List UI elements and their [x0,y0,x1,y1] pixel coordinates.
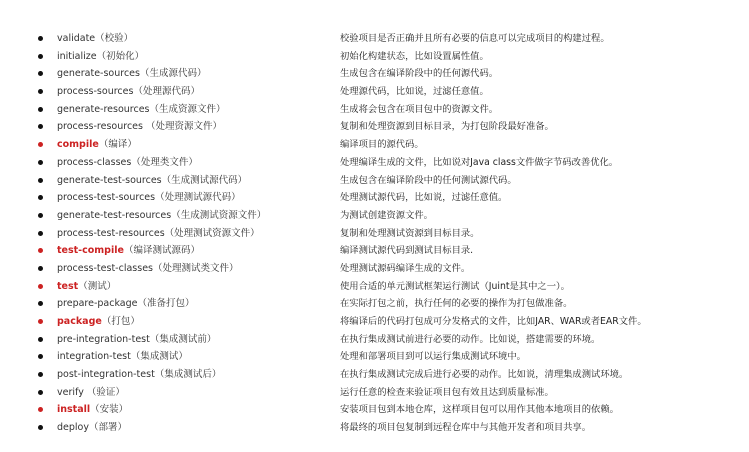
phase-chinese-name: （部署） [88,422,127,434]
list-item [0,30,749,48]
list-item [0,172,749,190]
bullet-icon [38,266,43,271]
phase-name: process-test-sources [57,192,156,204]
phase-description: 初始化构建状态，比如设置属性值。 [340,50,489,62]
phase-description: 生成将会包含在项目包中的资源文件。 [340,103,499,115]
bullet-icon [38,372,43,377]
phase-chinese-name: （集成测试） [130,351,188,363]
list-item [0,189,749,207]
bullet-icon [38,54,43,59]
list-item [0,313,749,331]
phase-description: 使用合适的单元测试框架运行测试（Juint是其中之一）。 [340,280,570,292]
phase-name: post-integration-test [57,369,155,381]
phase-chinese-name: （集成测试前） [149,333,217,345]
phase-name: validate [57,33,96,44]
bullet-icon [38,142,43,147]
phase-chinese-name: （生成测试源代码） [161,174,248,186]
phase-label [57,366,221,384]
list-item [0,83,749,101]
phase-chinese-name: （处理测试源代码） [155,192,241,204]
bullet-icon [38,319,43,324]
list-item [0,118,749,136]
phase-name: pre-integration-test [57,333,150,345]
phase-chinese-name: （生成测试资源文件） [171,209,267,221]
phase-label [57,30,133,48]
bullet-icon [38,231,43,236]
bullet-icon [38,107,43,112]
phase-chinese-name: （处理资源文件） [142,121,223,133]
lifecycle-phase-list [0,30,749,437]
list-item [0,295,749,313]
phase-label [57,172,247,190]
phase-chinese-name: （打包） [101,316,140,327]
phase-name: integration-test [57,351,131,363]
phase-label [57,260,239,278]
phase-name: generate-resources [57,103,150,115]
phase-name: deploy [57,422,89,434]
phase-chinese-name: （处理测试资源文件） [164,227,260,239]
bullet-icon [38,36,43,41]
phase-name: initialize [57,50,97,62]
phase-label [57,207,266,225]
phase-chinese-name: （处理源代码） [133,86,200,98]
phase-description: 将最终的项目包复制到远程仓库中与其他开发者和项目共享。 [340,422,592,434]
phase-chinese-name: （处理类文件） [131,156,198,168]
phase-name: process-classes [57,156,132,168]
bullet-icon [38,195,43,200]
phase-description: 在执行集成测试前进行必要的动作。比如说，搭建需要的环境。 [340,333,601,345]
phase-chinese-name: （集成测试后） [154,369,222,381]
bullet-icon [38,284,43,289]
list-item [0,278,749,296]
phase-label [57,278,116,296]
phase-description: 生成包含在编译阶段中的任何源代码。 [340,68,499,80]
list-item [0,366,749,384]
phase-description: 处理测试源码编译生成的文件。 [340,262,471,274]
phase-description: 处理和部署项目到可以运行集成测试环境中。 [340,351,526,363]
bullet-icon [38,390,43,395]
phase-label [57,419,127,437]
phase-name: process-resources [57,121,143,133]
bullet-icon [38,213,43,218]
phase-description: 复制和处理测试资源到目标目录。 [340,227,480,239]
list-item [0,136,749,154]
phase-description: 复制和处理资源到目标目录，为打包阶段最好准备。 [340,121,554,133]
bullet-icon [38,178,43,183]
phase-name: generate-test-sources [57,174,162,186]
phase-label [57,154,198,172]
bullet-icon [38,71,43,76]
phase-name: process-test-resources [57,227,165,239]
list-item [0,48,749,66]
phase-name: process-sources [57,86,134,98]
list-item [0,419,749,437]
bullet-icon [38,89,43,94]
phase-description: 在执行集成测试完成后进行必要的动作。比如说，清理集成测试环境。 [340,369,629,381]
phase-label [57,83,200,101]
phase-label [57,295,195,313]
phase-description: 编译项目的源代码。 [340,139,424,151]
phase-name: test-compile [57,245,124,257]
phase-name: prepare-package [57,298,138,310]
phase-label [57,242,200,260]
phase-chinese-name: （校验） [95,33,134,44]
phase-name: process-test-classes [57,262,153,274]
bullet-icon [38,337,43,342]
phase-description: 编译测试源代码到测试目标目录. [340,245,474,257]
phase-description: 将编译后的代码打包成可分发格式的文件，比如JAR、WAR或者EAR文件。 [340,316,647,327]
bullet-icon [38,160,43,165]
phase-label [57,384,125,402]
phase-chinese-name: （初始化） [96,50,145,62]
phase-label [57,136,137,154]
phase-chinese-name: （编译） [98,139,137,151]
list-item [0,384,749,402]
phase-label [57,331,216,349]
phase-chinese-name: （安装） [90,404,129,416]
phase-name: package [57,316,102,327]
list-item [0,242,749,260]
phase-description: 运行任意的检查来验证项目包有效且达到质量标准。 [340,386,554,398]
bullet-icon [38,248,43,253]
bullet-icon [38,425,43,430]
phase-name: generate-sources [57,68,140,80]
bullet-icon [38,301,43,306]
phase-name: test [57,280,79,292]
phase-label [57,118,222,136]
phase-description: 安装项目包到本地仓库，这样项目包可以用作其他本地项目的依赖。 [340,404,619,416]
bullet-icon [38,354,43,359]
phase-chinese-name: （验证） [83,386,125,398]
phase-name: verify [57,386,84,398]
list-item [0,225,749,243]
phase-chinese-name: （测试） [78,280,117,292]
phase-description: 为测试创建资源文件。 [340,209,433,221]
phase-description: 生成包含在编译阶段中的任何测试源代码。 [340,174,517,186]
phase-chinese-name: （准备打包） [137,298,195,310]
list-item [0,154,749,172]
phase-label [57,101,226,119]
list-item [0,348,749,366]
phase-chinese-name: （处理测试类文件） [152,262,239,274]
phase-name: compile [57,139,99,151]
bullet-icon [38,124,43,129]
phase-label [57,48,144,66]
phase-chinese-name: （编译测试源码） [123,245,200,257]
list-item [0,101,749,119]
list-item [0,401,749,419]
list-item [0,331,749,349]
phase-chinese-name: （生成资源文件） [149,103,226,115]
phase-description: 校验项目是否正确并且所有必要的信息可以完成项目的构建过程。 [340,33,610,44]
bullet-icon [38,407,43,412]
phase-label [57,225,260,243]
phase-label [57,401,128,419]
phase-name: generate-test-resources [57,209,172,221]
phase-label [57,313,140,331]
list-item [0,65,749,83]
list-item [0,207,749,225]
phase-description: 处理编译生成的文件，比如说对Java class文件做字节码改善优化。 [340,156,619,168]
phase-label [57,189,241,207]
phase-label [57,348,188,366]
phase-description: 处理源代码，比如说，过滤任意值。 [340,86,489,98]
list-item [0,260,749,278]
phase-chinese-name: （生成源代码） [139,68,207,80]
phase-name: install [57,404,91,416]
phase-label [57,65,206,83]
phase-description: 在实际打包之前，执行任何的必要的操作为打包做准备。 [340,298,573,310]
phase-description: 处理测试源代码，比如说，过滤任意值。 [340,192,508,204]
